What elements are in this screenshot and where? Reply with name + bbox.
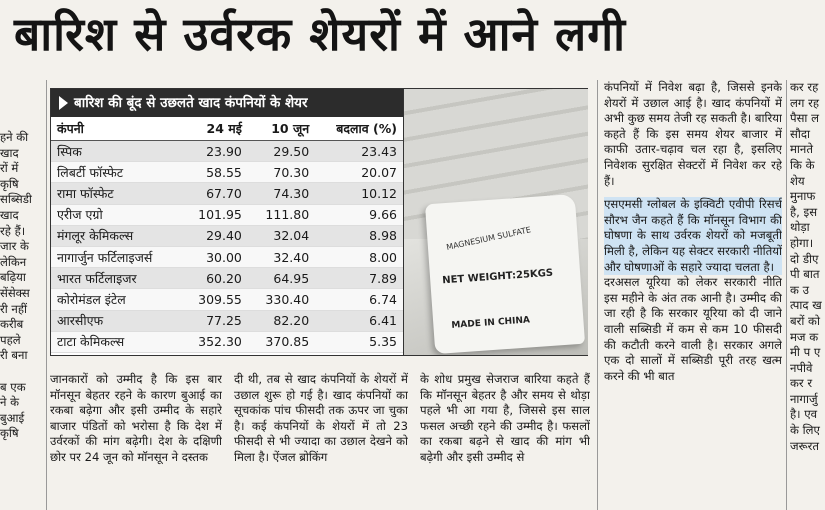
left-column-fragment — [0, 130, 44, 510]
cell-jun10: 29.50 — [248, 141, 315, 162]
stub-line: कृषि — [0, 426, 19, 441]
table-row — [51, 289, 403, 310]
cell-change: 9.66 — [315, 204, 403, 225]
cell-may24: 58.55 — [181, 162, 248, 183]
article-column-5-fragment — [790, 80, 825, 510]
table-row — [51, 310, 403, 331]
cell-jun10: 74.30 — [248, 183, 315, 204]
cell-may24: 101.95 — [181, 204, 248, 225]
cell-jun10: 111.80 — [248, 204, 315, 225]
cell-company: लिबर्टी फॉस्फेट — [51, 162, 181, 183]
cell-jun10: 70.30 — [248, 162, 315, 183]
table-row — [51, 225, 403, 246]
table-row — [51, 331, 403, 352]
stub-line: कृषि — [0, 176, 19, 191]
article-text-4a: कंपनियों में निवेश बढ़ा है, जिससे इनके शेयरों में उछाल आई है। खाद कंपनियों में अभी कुछ समय तेजी रह सकती है। बारिया कहते हैं कि इस समय शेयर बाजार में काफी उतार-चढ़ाव चल रहा है, इसलिए निवेशक सुरक्षित सेक्टरों में निवेश कर रहे हैं। — [604, 80, 782, 188]
cell-may24: 30.00 — [181, 246, 248, 267]
cell-company: भारत फर्टिलाइजर — [51, 268, 181, 289]
cell-change: 5.35 — [315, 331, 403, 352]
article-column-1 — [50, 372, 222, 510]
stub-line: करीब — [0, 317, 24, 332]
table-row — [51, 268, 403, 289]
table-title-bar — [51, 89, 403, 117]
article-text-1: जानकारों को उम्मीद है कि इस बार मॉनसून बेहतर रहने के कारण बुआई का रकबा बढ़ेगा और इसी उम्मीद के सहारे बाजार पंडितों को भरोसा है कि देश में उर्वरकों की मांग बढ़ेगी। देश के दक्षिणी छोर पर 24 जून को मॉनसून ने दस्तक — [50, 372, 222, 464]
stub-line — [0, 364, 44, 380]
cell-jun10: 64.95 — [248, 268, 315, 289]
headline-bar — [0, 0, 825, 78]
article-text-3: के शोध प्रमुख सेजराज बारिया कहते हैं कि मॉनसून बेहतर है और समय से थोड़ा पहले भी आ गया है, जिससे इस साल फसल अच्छी रहने की उम्मीद है। फसलों का रकबा बढ़ने से खाद की मांग भी बढ़ेगी और इसी उम्मीद से — [420, 372, 590, 464]
cell-may24: 77.25 — [181, 310, 248, 331]
header-company: कंपनी — [51, 117, 181, 141]
cell-change: 23.43 — [315, 141, 403, 162]
cell-change: 8.98 — [315, 225, 403, 246]
cell-may24: 309.55 — [181, 289, 248, 310]
cell-jun10: 32.40 — [248, 246, 315, 267]
cell-jun10: 82.20 — [248, 310, 315, 331]
article-column-3 — [420, 372, 590, 510]
stub-line: खाद — [0, 145, 19, 160]
cell-may24: 352.30 — [181, 331, 248, 352]
stub-line: रहे हैं। — [0, 223, 26, 238]
cell-change: 6.41 — [315, 310, 403, 331]
stock-table — [51, 117, 403, 353]
cell-company: रामा फॉस्फेट — [51, 183, 181, 204]
table-row — [51, 162, 403, 183]
header-change: बदलाव (%) — [315, 117, 403, 141]
table-row — [51, 141, 403, 162]
cell-company: स्पिक — [51, 141, 181, 162]
cell-may24: 29.40 — [181, 225, 248, 246]
table-header-row — [51, 117, 403, 141]
column-divider — [786, 80, 787, 510]
stub-line: री बना — [0, 348, 28, 363]
cell-jun10: 330.40 — [248, 289, 315, 310]
cell-company: कोरोमंडल इंटेल — [51, 289, 181, 310]
stub-line: बढ़िया — [0, 270, 26, 285]
column-divider — [597, 80, 598, 510]
cell-change: 6.74 — [315, 289, 403, 310]
bag-label-weight: NET WEIGHT:25KGS — [441, 267, 554, 287]
stub-line: रों में — [0, 161, 19, 176]
cell-change: 10.12 — [315, 183, 403, 204]
table-row — [51, 246, 403, 267]
header-jun10: 10 जून — [248, 117, 315, 141]
stub-line: ब एक — [0, 379, 26, 394]
column-divider — [46, 80, 47, 510]
article-column-4 — [604, 80, 782, 510]
bag-label-origin: MADE IN CHINA — [451, 315, 531, 331]
cell-company: आरसीएफ — [51, 310, 181, 331]
stub-line: हने की — [0, 130, 29, 144]
article-text-4b: दरअसल यूरिया को लेकर सरकारी नीति इस महीने के अंत तक आनी है। उम्मीद की जा रही है कि सरकार यूरिया को दी जाने वाली सब्सिडी में कम से कम 10 फीसदी की कटौती करने वाली है। सरकार अगले एक दो सालों में सब्सिडी पूरी तरह खत्म करने की भी बात — [604, 275, 782, 383]
table-row — [51, 204, 403, 225]
table-title: बारिश की बूंद से उछलते खाद कंपनियों के शेयर — [74, 95, 308, 111]
stub-line: लेकिन — [0, 254, 27, 269]
article-text-2: दी थी, तब से खाद कंपनियों के शेयरों में उछाल शुरू हो गई है। खाद कंपनियों का सूचकांक पांच फीसदी तक ऊपर जा चुका है। कई कंपनियों के शेयरों में तो 23 फीसदी से भी ज्यादा का उछाल देखने को मिला है। ऐंजल ब्रोकिंग — [234, 372, 408, 464]
headline: बारिश से उर्वरक शेयरों में आने लगी — [14, 7, 627, 61]
stub-line: जार के — [0, 239, 29, 254]
stock-table-box — [50, 88, 404, 356]
header-may24: 24 मई — [181, 117, 248, 141]
bag-label-product: MAGNESIUM SULFATE — [445, 225, 532, 252]
cell-company: नागार्जुन फर्टिलाइजर्स — [51, 246, 181, 267]
cell-company: एरीज एग्रो — [51, 204, 181, 225]
cell-change: 7.89 — [315, 268, 403, 289]
stub-line: ने के — [0, 395, 20, 410]
cell-company: टाटा केमिकल्स — [51, 331, 181, 352]
cell-may24: 60.20 — [181, 268, 248, 289]
stub-line: सेंसेक्स — [0, 285, 30, 300]
cell-jun10: 370.85 — [248, 331, 315, 352]
fertilizer-bag-photo — [404, 88, 588, 356]
cell-change: 20.07 — [315, 162, 403, 183]
article-column-2 — [234, 372, 408, 510]
highlighted-quote: एसएमसी ग्लोबल के इक्विटी एवीपी रिसर्च सौरभ जैन कहते हैं कि मॉनसून विभाग की घोषणा के साथ उर्वरक शेयरों को मजबूती मिली है, लेकिन यह सेक्टर सरकारी नीतियों और घोषणाओं के सहारे ज्यादा चलता है। — [604, 197, 782, 274]
triangle-icon — [59, 96, 68, 110]
stub-line: खाद — [0, 207, 19, 222]
cell-may24: 23.90 — [181, 141, 248, 162]
stub-line: सब्सिडी — [0, 192, 32, 207]
stub-line: री नहीं — [0, 301, 28, 316]
fertilizer-bag — [425, 194, 585, 354]
cell-change: 8.00 — [315, 246, 403, 267]
stub-line: बुआई — [0, 410, 25, 425]
article-text-5: कर रह लग रह पैसा ल सौदा मानते कि के शेय मुनाफ है, इस थोड़ा होगा। दो डीएपी बात क उत्पाद खबरों को मज कमी प एनपीवे कर र नागार्जु है। एव के लिए जरूरत — [790, 80, 822, 453]
cell-may24: 67.70 — [181, 183, 248, 204]
table-row — [51, 183, 403, 204]
cell-jun10: 32.04 — [248, 225, 315, 246]
cell-company: मंगलूर केमिकल्स — [51, 225, 181, 246]
stub-line: पहले — [0, 332, 21, 347]
